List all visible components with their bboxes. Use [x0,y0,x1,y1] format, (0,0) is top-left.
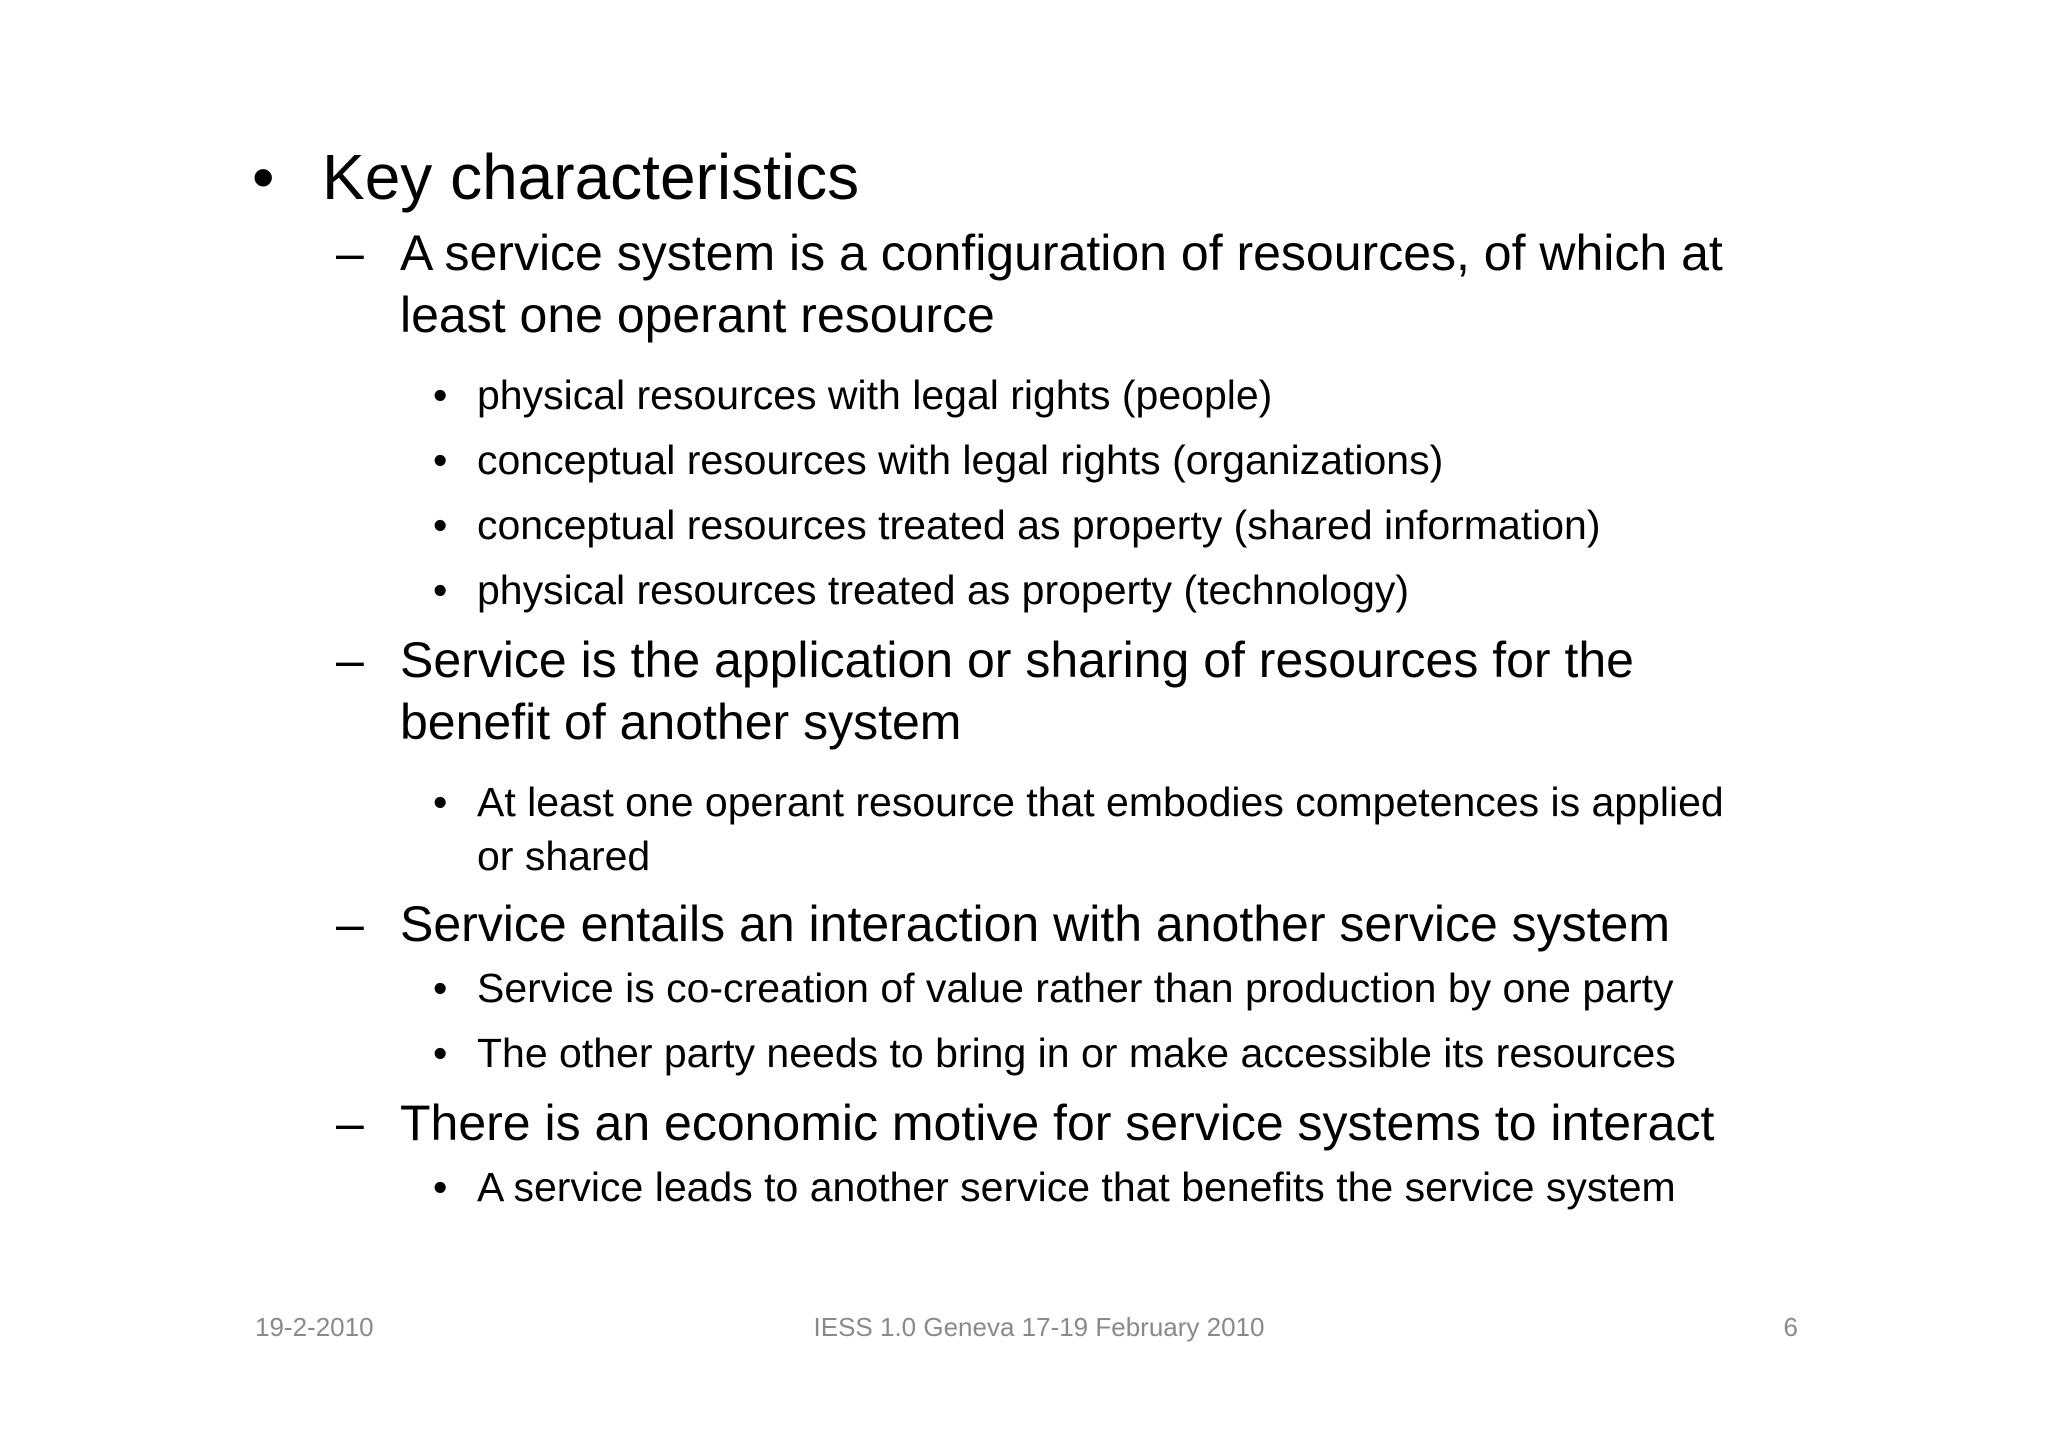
subpoint-text: conceptual resources with legal rights (organizations) [477,437,1444,483]
point-text: Service is the application or sharing of resources for the benefit of another system [400,632,1634,750]
bullet-icon: • [433,1164,448,1210]
bullet-icon: • [433,437,448,483]
bullet-icon: • [433,779,448,825]
subpoint-item [433,563,1850,617]
subpoint-item [433,498,1850,552]
bullet-icon: • [433,502,448,548]
bullet-icon: • [433,372,448,418]
subpoint-item [433,961,1850,1015]
point-item [336,629,1790,753]
dash-icon: – [336,225,364,281]
subpoint-text: Service is co-creation of value rather than production by one party [477,965,1674,1011]
subpoint-item [433,1026,1850,1080]
point-item [336,1092,1850,1154]
subpoint-text: The other party needs to bring in or make accessible its resources [477,1030,1676,1076]
page-number: 6 [1783,1312,1798,1342]
subpoint-text: conceptual resources treated as property (shared information) [477,502,1601,548]
point-text: A service system is a configuration of resources, of which at least one operant resource [400,225,1723,343]
dash-icon: – [336,632,364,688]
subpoint-text: physical resources with legal rights (people) [477,372,1273,418]
footer-event: IESS 1.0 Geneva 17-19 February 2010 [813,1312,1265,1342]
bullet-icon: • [433,1030,448,1076]
point-item [336,893,1850,955]
bullet-icon: • [433,965,448,1011]
dash-icon: – [336,1095,364,1151]
subpoint-text: At least one operant resource that embodies competences is applied or shared [477,779,1724,879]
subpoint-item [433,433,1850,487]
point-text: There is an economic motive for service systems to interact [400,1095,1715,1151]
heading-text: Key characteristics [322,141,860,213]
point-item [336,222,1820,346]
subpoint-text: physical resources treated as property (technology) [477,567,1410,613]
subpoint-item [433,775,1727,883]
bullet-icon: • [252,141,275,213]
footer-date: 19-2-2010 [255,1312,374,1342]
bullet-icon: • [433,567,448,613]
subpoint-text: A service leads to another service that benefits the service system [477,1164,1676,1210]
subpoint-item [433,368,1850,422]
dash-icon: – [336,896,364,952]
slide-content [250,138,1850,1214]
subpoint-item [433,1160,1850,1214]
point-text: Service entails an interaction with another service system [400,896,1671,952]
heading-item [250,138,1850,216]
